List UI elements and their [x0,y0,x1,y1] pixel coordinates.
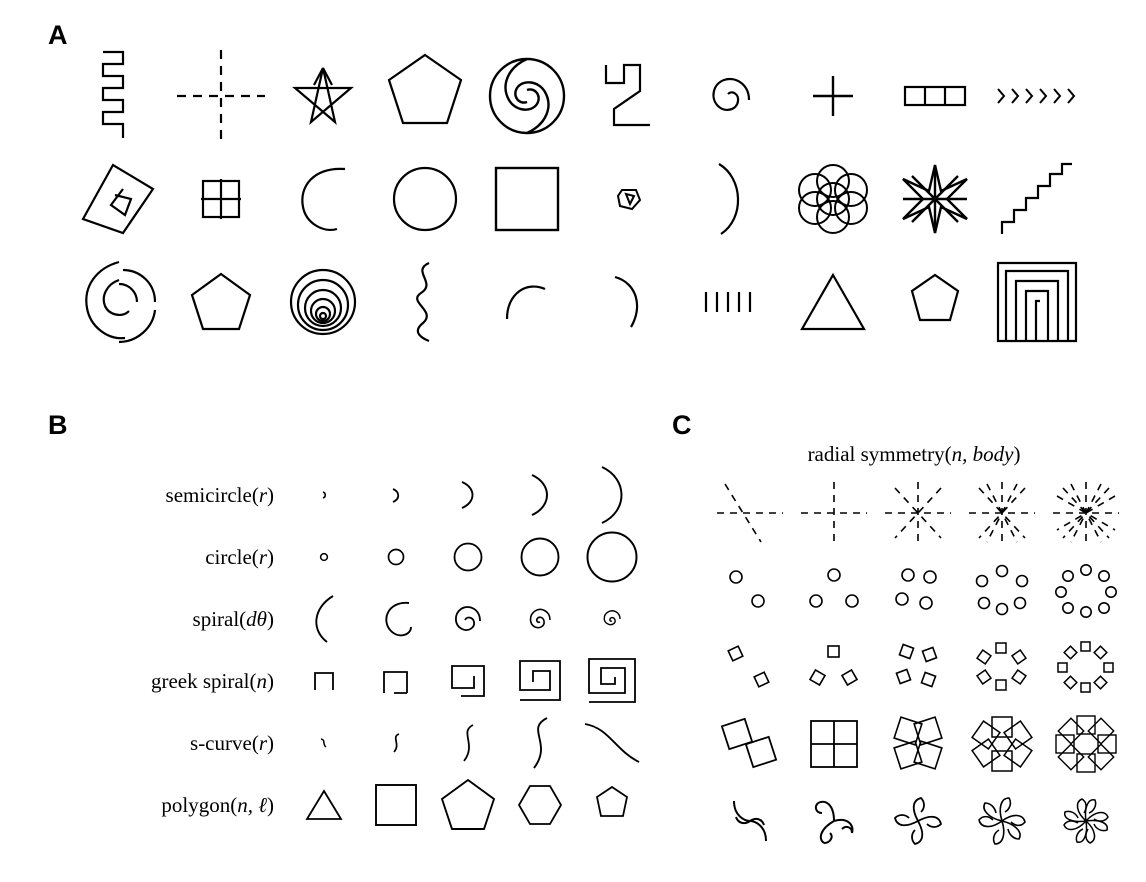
panel-c-grid [708,474,1128,859]
s-curve-size-4 [504,712,576,774]
radial-square-n3 [792,628,876,705]
s-curve-size-3 [432,712,504,774]
radial-large-square-n2 [708,705,792,782]
shape-small-spiral [680,44,782,147]
circle-size-2 [360,526,432,588]
primitive-examples-semicircle [288,464,648,526]
primitive-row-circle [48,526,648,588]
shape-angular-polyline [578,44,680,147]
shape-s-curve-wave [374,250,476,353]
shape-tilted-square-with-hook [68,147,170,250]
panel-letter-b: B [48,410,68,440]
radial-dashed-n8 [1044,474,1128,551]
shape-heptagon [374,44,476,147]
primitive-row-polygon [48,774,648,836]
primitive-label-greek-spiral: greek spiral(n) [150,668,274,693]
polygon-sides-6 [504,774,576,836]
circle-size-3 [432,526,504,588]
spiral-size-2 [360,588,432,650]
radial-circle-n3 [792,551,876,628]
shape-arrow-chevron-row [986,44,1088,147]
spiral-size-4 [504,588,576,650]
radial-square-n8 [1044,628,1128,705]
primitive-row-s-curve [48,712,648,774]
primitive-examples-spiral [288,588,648,650]
shape-small-arc [476,250,578,353]
radial-dashed-n6 [960,474,1044,551]
shape-five-point-star [272,44,374,147]
radial-dashed-n2 [708,474,792,551]
semicircle-size-1 [288,464,360,526]
panel-b-primitives [48,412,658,862]
radial-circle-n2 [708,551,792,628]
shape-crescent-arc [680,147,782,250]
radial-dashed-n3 [792,474,876,551]
radial-large-square-n6 [960,705,1044,782]
radial-curve-n3 [792,782,876,859]
primitive-examples-s-curve [288,712,648,774]
primitive-row-spiral [48,588,648,650]
circle-size-1 [288,526,360,588]
spiral-size-1 [288,588,360,650]
shape-triangle [782,250,884,353]
radial-curve-n4 [876,782,960,859]
panel-letter-c: C [672,410,692,440]
primitive-row-semicircle [48,464,648,526]
radial-large-square-n8 [1044,705,1128,782]
primitive-row-greek-spiral [48,650,648,712]
radial-circle-n8 [1044,551,1128,628]
radial-circle-n6 [960,551,1044,628]
radial-square-n6 [960,628,1044,705]
semicircle-size-3 [432,464,504,526]
radial-curve-n6 [960,782,1044,859]
primitive-label-polygon: polygon(n, ℓ) [161,792,274,817]
semicircle-size-2 [360,464,432,526]
polygon-sides-3 [288,774,360,836]
shape-staircase [986,147,1088,250]
shape-dashed-cross [170,44,272,147]
radial-large-square-n4 [876,705,960,782]
shape-flower-rosette [782,147,884,250]
shape-open-arc-c [272,147,374,250]
primitive-examples-polygon [288,774,648,836]
primitive-label-spiral: spiral(dθ) [192,606,274,631]
primitive-label-circle: circle(r) [205,544,274,569]
shape-zigzag-square-wave [68,44,170,147]
polygon-sides-7 [576,774,648,836]
primitive-examples-greek-spiral [288,650,648,712]
greek-spiral-size-1 [288,650,360,712]
panel-letter-a: A [48,20,68,50]
primitive-label-semicircle: semicircle(r) [165,482,274,507]
panel-b-rows [48,464,648,836]
s-curve-size-2 [360,712,432,774]
spiral-size-3 [432,588,504,650]
panel-c-radial-symmetry [672,412,1132,862]
shape-square [476,147,578,250]
radial-circle-n4 [876,551,960,628]
radial-square-n2 [708,628,792,705]
shape-plus-sign [782,44,884,147]
polygon-sides-5 [432,774,504,836]
shape-tiny-cluster [578,147,680,250]
shape-circle [374,147,476,250]
greek-spiral-size-5 [576,650,648,712]
shape-small-arc-mirror [578,250,680,353]
polygon-sides-4 [360,774,432,836]
shape-eight-point-star-burst [884,147,986,250]
radial-dashed-n4 [876,474,960,551]
shape-pentagon [170,250,272,353]
semicircle-size-4 [504,464,576,526]
shape-square-with-cross-grid [170,147,272,250]
primitive-examples-circle [288,526,648,588]
circle-size-4 [504,526,576,588]
greek-spiral-size-3 [432,650,504,712]
radial-large-square-n3 [792,705,876,782]
shape-concentric-spiral-rings [272,250,374,353]
semicircle-size-5 [576,464,648,526]
panel-a-shape-grid [68,44,1088,354]
panel-a-random-programs [48,22,1098,362]
s-curve-size-1 [288,712,360,774]
radial-square-n4 [876,628,960,705]
shape-pinwheel-spiral [68,250,170,353]
spiral-size-5 [576,588,648,650]
shape-tick-marks-row [680,250,782,353]
primitive-label-s-curve: s-curve(r) [190,730,274,755]
greek-spiral-size-2 [360,650,432,712]
radial-curve-n8 [1044,782,1128,859]
circle-size-5 [576,526,648,588]
panel-c-title: radial symmetry(n, body) [807,442,1021,466]
radial-curve-n2 [708,782,792,859]
shape-heptagon-small [884,250,986,353]
s-curve-size-5 [576,712,648,774]
shape-three-cell-bar [884,44,986,147]
greek-spiral-size-4 [504,650,576,712]
shape-nested-square-corners [986,250,1088,353]
shape-double-spiral-circle [476,44,578,147]
